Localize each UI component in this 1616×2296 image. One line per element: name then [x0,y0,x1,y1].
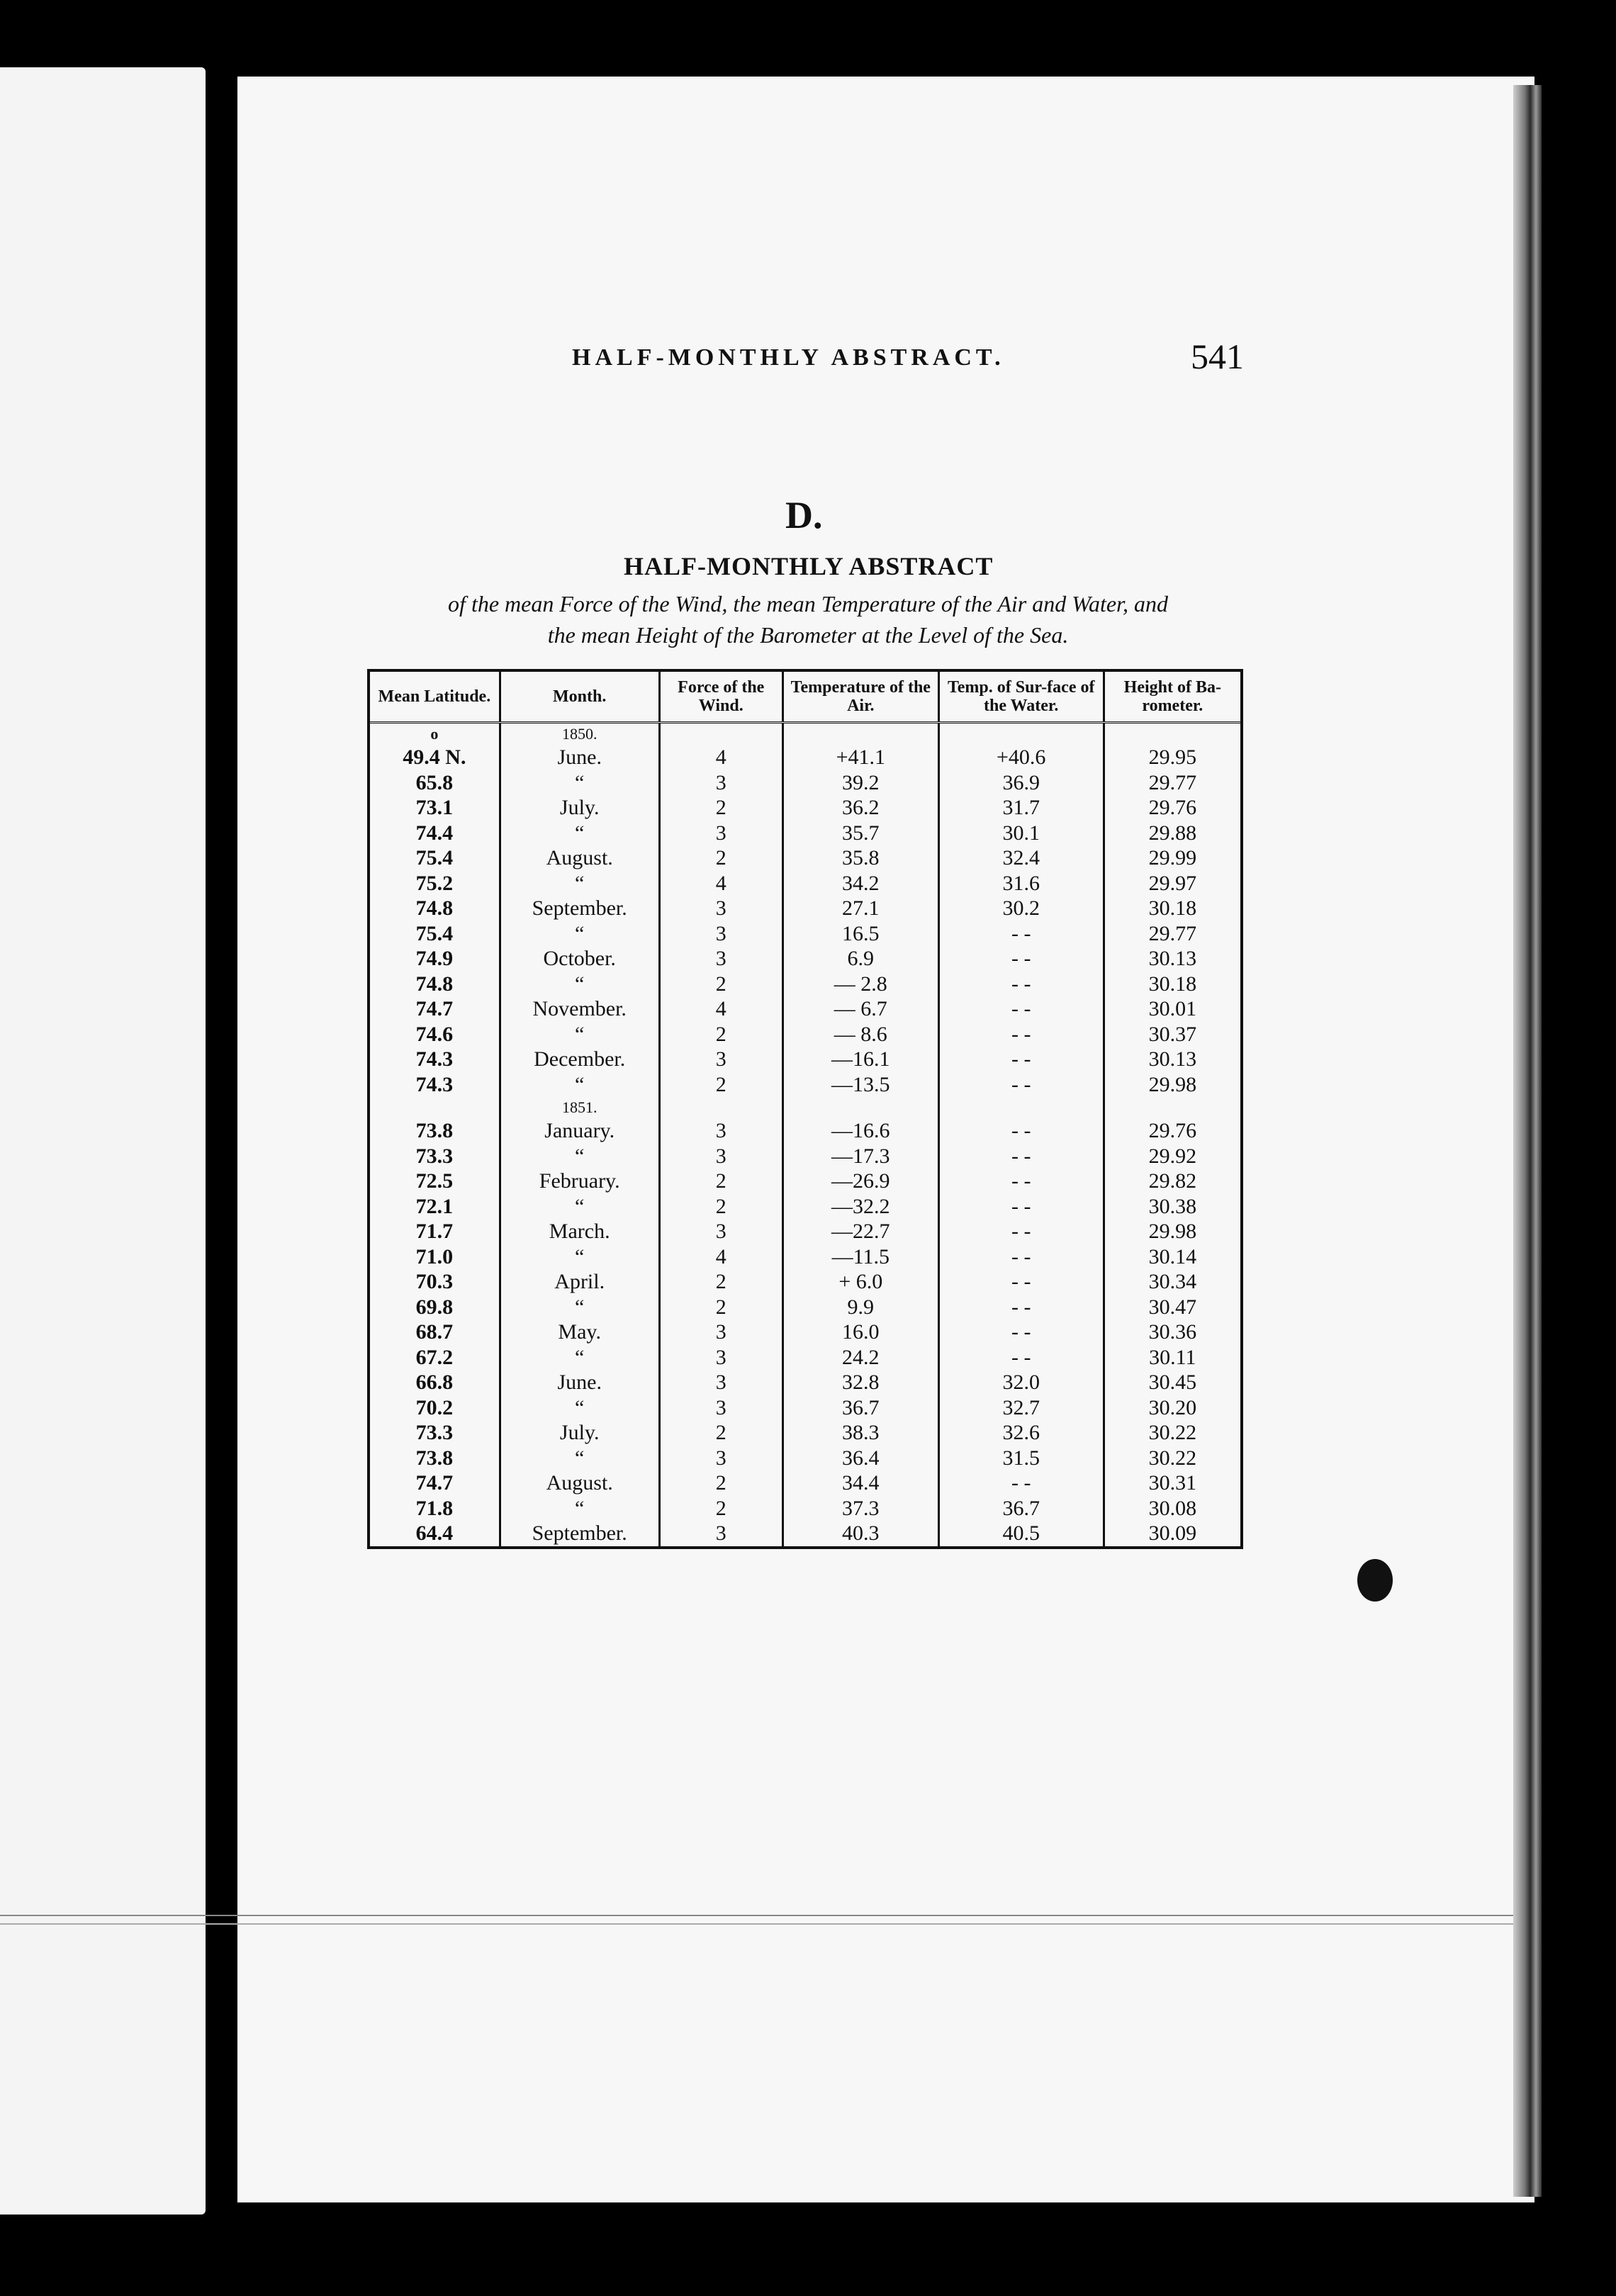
cell-wind: 3 [659,1521,782,1548]
cell-latitude: 74.8 [369,972,500,997]
cell-barometer: 30.14 [1104,1244,1242,1270]
cell-month: “ [500,972,659,997]
cell-air-temperature: 40.3 [782,1521,938,1548]
cell-month: August. [500,1470,659,1496]
cell-barometer: 30.11 [1104,1345,1242,1371]
cell-month: September. [500,896,659,921]
cell-barometer: 29.99 [1104,845,1242,871]
cell-latitude: 74.7 [369,1470,500,1496]
cell-month: February. [500,1169,659,1194]
cell-wind: 2 [659,1496,782,1521]
cell-month: January. [500,1118,659,1144]
cell-air-temperature: 6.9 [782,946,938,972]
cell-latitude: 74.3 [369,1072,500,1098]
cell-month: “ [500,1295,659,1320]
cell-barometer: 30.45 [1104,1370,1242,1395]
cell-latitude: 72.1 [369,1194,500,1220]
cell-wind: 2 [659,1022,782,1047]
cell-air-temperature: +41.1 [782,745,938,770]
table-row [369,821,1242,846]
table-row [369,1521,1242,1548]
table-row [369,1219,1242,1244]
cell-air-temperature: 38.3 [782,1420,938,1446]
cell-wind: 3 [659,1319,782,1345]
cell-latitude: 73.1 [369,795,500,821]
cell-latitude: 73.8 [369,1118,500,1144]
cell-month: November. [500,996,659,1022]
cell-water-temperature: - - [938,1118,1104,1144]
table-row [369,1072,1242,1098]
cell-wind: 3 [659,1446,782,1471]
cell-wind: 3 [659,896,782,921]
cell-wind: 3 [659,1395,782,1421]
cell-barometer: 30.38 [1104,1194,1242,1220]
table-row [369,1470,1242,1496]
cell-wind: 2 [659,972,782,997]
cell-month: July. [500,795,659,821]
cell-air-temperature: 39.2 [782,770,938,796]
table-body [369,723,1242,1548]
cell-air-temperature: 35.7 [782,821,938,846]
cell-wind: 2 [659,1269,782,1295]
cell-water-temperature: - - [938,921,1104,947]
cell-latitude: 73.3 [369,1144,500,1169]
cell-air-temperature: —16.1 [782,1047,938,1072]
cell-air-temperature: 16.5 [782,921,938,947]
cell-water-temperature: - - [938,1194,1104,1220]
cell-month: “ [500,1496,659,1521]
cell-wind: 3 [659,1118,782,1144]
bottom-rule [0,1915,1513,1925]
cell-water-temperature: - - [938,1219,1104,1244]
table-row [369,1345,1242,1371]
table-row [369,1118,1242,1144]
cell-water-temperature: - - [938,946,1104,972]
cell-wind: 3 [659,821,782,846]
cell-air-temperature: 37.3 [782,1496,938,1521]
cell-barometer: 29.98 [1104,1072,1242,1098]
cell-water-temperature: - - [938,972,1104,997]
cell-air-temperature: —17.3 [782,1144,938,1169]
cell-barometer: 29.97 [1104,871,1242,896]
cell-latitude: 74.7 [369,996,500,1022]
cell-air-temperature: —16.6 [782,1118,938,1144]
cell-latitude: 73.3 [369,1420,500,1446]
cell-month: “ [500,1144,659,1169]
cell-wind: 4 [659,1244,782,1270]
cell-latitude: 74.6 [369,1022,500,1047]
cell-air-temperature: 24.2 [782,1345,938,1371]
cell-water-temperature: 31.6 [938,871,1104,896]
cell-barometer: 29.76 [1104,1118,1242,1144]
table-row [369,896,1242,921]
cell-month: July. [500,1420,659,1446]
cell-barometer: 30.22 [1104,1446,1242,1471]
cell-latitude: 71.8 [369,1496,500,1521]
cell-month: June. [500,745,659,770]
cell-wind: 3 [659,921,782,947]
table-title: HALF-MONTHLY ABSTRACT [624,552,994,580]
cell-air-temperature: 27.1 [782,896,938,921]
cell-water-temperature: 31.5 [938,1446,1104,1471]
table-row [369,1319,1242,1345]
cell-water-temperature: 31.7 [938,795,1104,821]
cell-barometer: 29.95 [1104,745,1242,770]
running-head: HALF-MONTHLY ABSTRACT. [572,344,1005,371]
cell-month: “ [500,770,659,796]
table-row [369,946,1242,972]
cell-barometer: 30.13 [1104,1047,1242,1072]
cell-barometer: 29.82 [1104,1169,1242,1194]
cell-barometer: 30.18 [1104,972,1242,997]
section-letter: D. [785,494,823,536]
cell-barometer: 30.18 [1104,896,1242,921]
cell-month: “ [500,921,659,947]
cell-water-temperature: 32.4 [938,845,1104,871]
cell-latitude: 70.3 [369,1269,500,1295]
cell-month: “ [500,821,659,846]
cell-wind: 2 [659,845,782,871]
cell-month: September. [500,1521,659,1548]
ink-stain [1357,1559,1393,1602]
cell-water-temperature: - - [938,1470,1104,1496]
cell-air-temperature: 36.7 [782,1395,938,1421]
cell-latitude: 71.7 [369,1219,500,1244]
cell-barometer: 30.08 [1104,1496,1242,1521]
cell-wind: 4 [659,745,782,770]
cell-air-temperature: —22.7 [782,1219,938,1244]
cell-barometer: 30.31 [1104,1470,1242,1496]
table-subtitle [369,588,1247,651]
cell-month: “ [500,1022,659,1047]
cell-water-temperature: - - [938,1144,1104,1169]
cell-air-temperature: — 8.6 [782,1022,938,1047]
cell-month: March. [500,1219,659,1244]
table-row [369,770,1242,796]
cell-latitude: 71.0 [369,1244,500,1270]
header-water-temperature: Temp. of Sur-face of the Water. [938,670,1104,723]
cell-air-temperature: 16.0 [782,1319,938,1345]
table-row [369,1496,1242,1521]
cell-wind: 2 [659,1072,782,1098]
degree-mark: o [369,723,500,745]
table-row [369,1144,1242,1169]
cell-water-temperature: - - [938,1244,1104,1270]
cell-water-temperature: 36.9 [938,770,1104,796]
table-header-row [369,670,1242,723]
cell-wind: 2 [659,1470,782,1496]
cell-month: May. [500,1319,659,1345]
cell-latitude: 67.2 [369,1345,500,1371]
cell-barometer: 30.36 [1104,1319,1242,1345]
cell-water-temperature: - - [938,1022,1104,1047]
cell-water-temperature: - - [938,1269,1104,1295]
cell-latitude: 74.8 [369,896,500,921]
cell-month: “ [500,1072,659,1098]
cell-water-temperature: 30.1 [938,821,1104,846]
cell-barometer: 30.13 [1104,946,1242,972]
year-row-1850 [369,723,1242,745]
table-row [369,972,1242,997]
cell-wind: 2 [659,795,782,821]
cell-barometer: 30.22 [1104,1420,1242,1446]
cell-latitude: 66.8 [369,1370,500,1395]
cell-month: December. [500,1047,659,1072]
cell-wind: 4 [659,871,782,896]
cell-wind: 3 [659,1144,782,1169]
year-row-1851 [369,1097,1242,1118]
table-row [369,795,1242,821]
cell-water-temperature: 32.7 [938,1395,1104,1421]
cell-wind: 3 [659,1370,782,1395]
table-row [369,996,1242,1022]
cell-latitude: 74.3 [369,1047,500,1072]
cell-wind: 2 [659,1194,782,1220]
cell-month: “ [500,1446,659,1471]
cell-month: August. [500,845,659,871]
cell-air-temperature: 34.4 [782,1470,938,1496]
cell-latitude: 74.9 [369,946,500,972]
cell-wind: 3 [659,1219,782,1244]
cell-month: “ [500,871,659,896]
cell-wind: 3 [659,1345,782,1371]
cell-wind: 2 [659,1295,782,1320]
cell-month: “ [500,1244,659,1270]
table-row [369,1047,1242,1072]
cell-barometer: 30.37 [1104,1022,1242,1047]
table-row [369,1295,1242,1320]
table-row [369,1269,1242,1295]
cell-water-temperature: - - [938,1295,1104,1320]
cell-month: “ [500,1345,659,1371]
cell-barometer: 29.98 [1104,1219,1242,1244]
cell-water-temperature: 32.0 [938,1370,1104,1395]
cell-wind: 3 [659,770,782,796]
cell-air-temperature: 36.4 [782,1446,938,1471]
table-subtitle-line-2: the mean Height of the Barometer at the Level of the Sea. [547,622,1069,648]
cell-water-temperature: - - [938,996,1104,1022]
cell-water-temperature: 36.7 [938,1496,1104,1521]
cell-month: April. [500,1269,659,1295]
cell-water-temperature: +40.6 [938,745,1104,770]
facing-page [0,67,206,2215]
cell-latitude: 75.2 [369,871,500,896]
header-air-temperature: Temperature of the Air. [782,670,938,723]
header-wind: Force of the Wind. [659,670,782,723]
cell-barometer: 29.77 [1104,770,1242,796]
table-row [369,1022,1242,1047]
cell-barometer: 30.47 [1104,1295,1242,1320]
header-month: Month. [500,670,659,723]
cell-latitude: 73.8 [369,1446,500,1471]
table-row [369,745,1242,770]
cell-water-temperature: - - [938,1169,1104,1194]
cell-latitude: 74.4 [369,821,500,846]
table-row [369,1446,1242,1471]
year-label-1850: 1850. [500,723,659,745]
cell-air-temperature: —26.9 [782,1169,938,1194]
cell-air-temperature: 36.2 [782,795,938,821]
page-number: 541 [1191,337,1244,376]
cell-barometer: 30.09 [1104,1521,1242,1548]
table-row [369,921,1242,947]
cell-water-temperature: 40.5 [938,1521,1104,1548]
cell-air-temperature: —13.5 [782,1072,938,1098]
cell-air-temperature: —11.5 [782,1244,938,1270]
cell-air-temperature: — 6.7 [782,996,938,1022]
cell-latitude: 72.5 [369,1169,500,1194]
cell-barometer: 29.77 [1104,921,1242,947]
cell-air-temperature: —32.2 [782,1194,938,1220]
table-row [369,845,1242,871]
cell-month: October. [500,946,659,972]
cell-barometer: 30.01 [1104,996,1242,1022]
cell-latitude: 65.8 [369,770,500,796]
cell-air-temperature: + 6.0 [782,1269,938,1295]
cell-latitude: 70.2 [369,1395,500,1421]
cell-air-temperature: 32.8 [782,1370,938,1395]
page-edge [1513,85,1542,2197]
table-subtitle-line-1: of the mean Force of the Wind, the mean Temperature of the Air and Water, and [448,591,1168,617]
cell-latitude: 69.8 [369,1295,500,1320]
year-label-1851: 1851. [500,1097,659,1118]
cell-water-temperature: 30.2 [938,896,1104,921]
cell-barometer: 29.88 [1104,821,1242,846]
table-row [369,1244,1242,1270]
cell-air-temperature: 34.2 [782,871,938,896]
cell-water-temperature: - - [938,1047,1104,1072]
header-latitude: Mean Latitude. [369,670,500,723]
cell-barometer: 30.20 [1104,1395,1242,1421]
table-row [369,1194,1242,1220]
cell-wind: 3 [659,1047,782,1072]
cell-air-temperature: 35.8 [782,845,938,871]
abstract-table [367,669,1243,1549]
cell-water-temperature: 32.6 [938,1420,1104,1446]
table-row [369,1420,1242,1446]
cell-latitude: 75.4 [369,921,500,947]
cell-latitude: 49.4 N. [369,745,500,770]
cell-air-temperature: 9.9 [782,1295,938,1320]
cell-water-temperature: - - [938,1072,1104,1098]
cell-wind: 2 [659,1420,782,1446]
cell-latitude: 64.4 [369,1521,500,1548]
cell-barometer: 30.34 [1104,1269,1242,1295]
table-row [369,1370,1242,1395]
cell-wind: 4 [659,996,782,1022]
cell-month: June. [500,1370,659,1395]
cell-barometer: 29.92 [1104,1144,1242,1169]
cell-wind: 3 [659,946,782,972]
header-barometer: Height of Ba-rometer. [1104,670,1242,723]
cell-month: “ [500,1194,659,1220]
cell-air-temperature: — 2.8 [782,972,938,997]
cell-water-temperature: - - [938,1319,1104,1345]
table-row [369,1395,1242,1421]
table-row [369,1169,1242,1194]
cell-water-temperature: - - [938,1345,1104,1371]
cell-latitude: 68.7 [369,1319,500,1345]
table-row [369,871,1242,896]
cell-wind: 2 [659,1169,782,1194]
cell-month: “ [500,1395,659,1421]
cell-barometer: 29.76 [1104,795,1242,821]
cell-latitude: 75.4 [369,845,500,871]
